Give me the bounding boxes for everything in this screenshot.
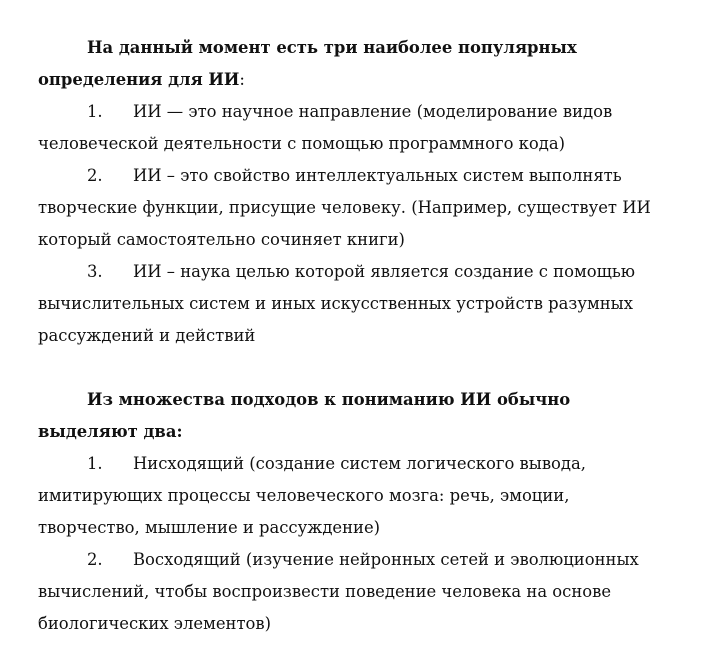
section-approaches — [38, 384, 698, 640]
list-item — [38, 96, 698, 160]
item-text: ИИ – наука целью которой является создание с помощью — [133, 262, 636, 281]
section-heading — [38, 64, 698, 96]
heading-line: На данный момент есть три наиболее популярных — [87, 38, 577, 57]
item-text: вычислений, чтобы воспроизвести поведение человека на основе — [38, 582, 612, 601]
section-heading: Из множества подходов к пониманию ИИ обычно — [87, 390, 571, 409]
heading-line: определения для ИИ — [38, 70, 240, 89]
section-heading — [38, 32, 698, 64]
item-text: который самостоятельно сочиняет книги) — [38, 230, 405, 249]
item-text: вычислительных систем и иных искусственных устройств разумных — [38, 294, 633, 313]
item-text: рассуждений и действий — [38, 326, 256, 345]
item-text: творческие функции, присущие человеку. (Например, существует ИИ — [38, 198, 651, 217]
section-heading: выделяют два: — [38, 422, 183, 441]
item-number: 1. — [87, 102, 103, 121]
list-item — [38, 544, 698, 640]
item-text: ИИ – это свойство интеллектуальных систем выполнять — [133, 166, 622, 185]
item-number: 1. — [87, 454, 103, 473]
item-number: 3. — [87, 262, 103, 281]
item-text: человеческой деятельности с помощью программного кода) — [38, 134, 566, 153]
item-text: творчество, мышление и рассуждение) — [38, 518, 381, 537]
item-number: 2. — [87, 550, 103, 569]
item-text: биологических элементов) — [38, 614, 272, 633]
item-text: ИИ — это научное направление (моделирование видов — [133, 102, 613, 121]
item-number: 2. — [87, 166, 103, 185]
document — [38, 32, 698, 640]
heading-colon: : — [239, 70, 245, 89]
list-item — [38, 448, 698, 544]
list-item — [38, 160, 698, 256]
paragraph-gap — [38, 352, 698, 384]
list-item — [38, 256, 698, 352]
section-definitions — [38, 32, 698, 352]
item-text: имитирующих процессы человеческого мозга: речь, эмоции, — [38, 486, 570, 505]
item-text: Нисходящий (создание систем логического вывода, — [133, 454, 586, 473]
item-text: Восходящий (изучение нейронных сетей и эволюционных — [133, 550, 639, 569]
